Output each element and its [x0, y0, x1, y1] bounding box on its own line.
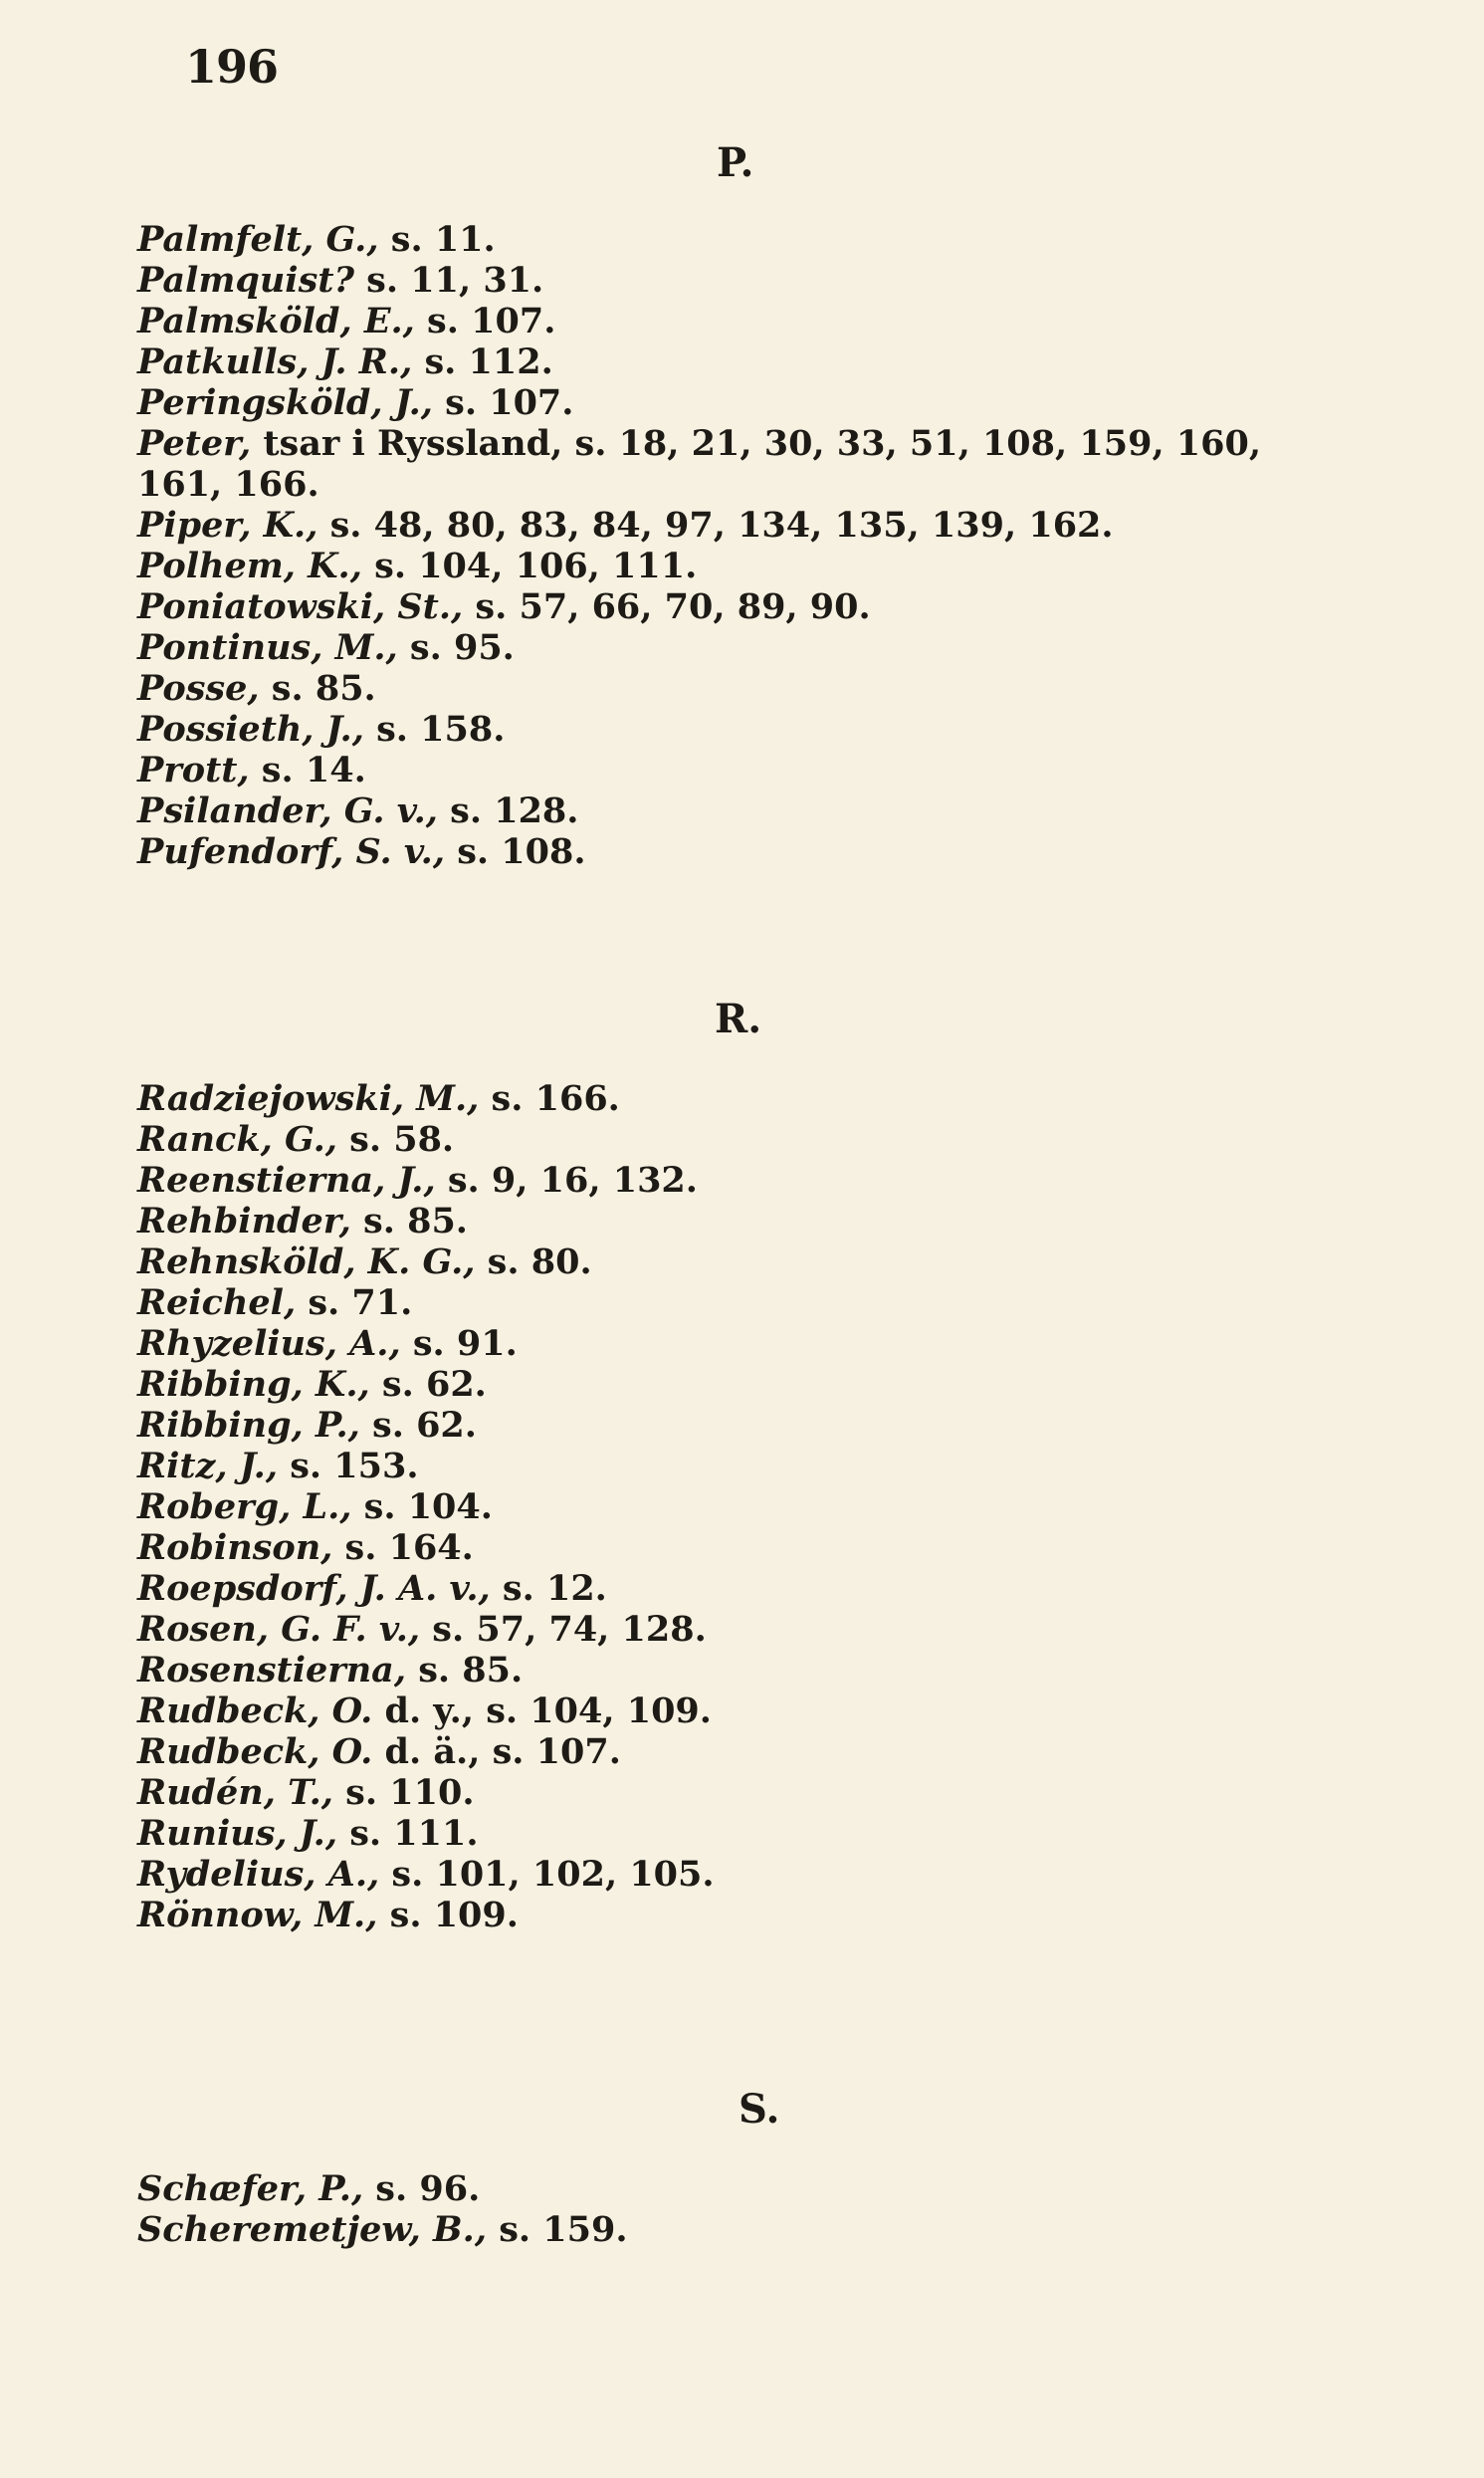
index-entry: Rydelius, A., s. 101, 102, 105. — [137, 1854, 715, 1895]
index-entry: Ritz, J., s. 153. — [137, 1446, 419, 1486]
index-entry: Psilander, G. v., s. 128. — [137, 790, 579, 831]
index-entry: Rudbeck, O. d. y., s. 104, 109. — [137, 1690, 712, 1731]
page-number: 196 — [185, 40, 279, 94]
index-entry: Robinson, s. 164. — [137, 1527, 474, 1568]
index-entry: Piper, K., s. 48, 80, 83, 84, 97, 134, 135, 139, 162. — [137, 505, 1114, 546]
index-entry: Peringsköld, J., s. 107. — [137, 382, 574, 423]
index-entry: Palmfelt, G., s. 11. — [137, 219, 496, 260]
index-entry: Pufendorf, S. v., s. 108. — [137, 831, 586, 872]
index-entry: Runius, J., s. 111. — [137, 1813, 479, 1854]
section-letter-s: S. — [739, 2086, 780, 2133]
index-entry: Schæfer, P., s. 96. — [137, 2168, 481, 2209]
index-entry-continuation: 161, 166. — [137, 464, 319, 505]
index-entry: Rosenstierna, s. 85. — [137, 1650, 524, 1690]
index-entry: Possieth, J., s. 158. — [137, 709, 506, 750]
section-s-entries — [137, 2168, 628, 2250]
index-entry: Rönnow, M., s. 109. — [137, 1895, 519, 1935]
index-entry: Reenstierna, J., s. 9, 16, 132. — [137, 1160, 698, 1201]
index-entry: Rehbinder, s. 85. — [137, 1201, 468, 1241]
index-entry: Prott, s. 14. — [137, 750, 366, 790]
section-p-entries — [137, 219, 1261, 872]
index-entry: Rehnsköld, K. G., s. 80. — [137, 1241, 592, 1282]
index-entry: Palmsköld, E., s. 107. — [137, 301, 556, 341]
index-entry: Posse, s. 85. — [137, 668, 376, 709]
index-entry: Roepsdorf, J. A. v., s. 12. — [137, 1568, 607, 1609]
index-entry: Palmquist? s. 11, 31. — [137, 260, 544, 301]
index-entry: Reichel, s. 71. — [137, 1282, 413, 1323]
index-entry: Poniatowski, St., s. 57, 66, 70, 89, 90. — [137, 586, 871, 627]
index-entry: Rhyzelius, A., s. 91. — [137, 1323, 518, 1364]
index-entry: Rudbeck, O. d. ä., s. 107. — [137, 1731, 621, 1772]
index-entry: Scheremetjew, B., s. 159. — [137, 2209, 628, 2250]
index-entry: Pontinus, M., s. 95. — [137, 627, 515, 668]
section-letter-p: P. — [717, 139, 754, 186]
index-entry: Ribbing, P., s. 62. — [137, 1405, 477, 1446]
index-entry: Ribbing, K., s. 62. — [137, 1364, 487, 1405]
section-r-entries — [137, 1078, 715, 1935]
index-entry: Rosen, G. F. v., s. 57, 74, 128. — [137, 1609, 707, 1650]
index-entry: Patkulls, J. R., s. 112. — [137, 341, 553, 382]
index-entry: Polhem, K., s. 104, 106, 111. — [137, 546, 698, 586]
index-entry: Ranck, G., s. 58. — [137, 1119, 455, 1160]
index-entry: Roberg, L., s. 104. — [137, 1486, 493, 1527]
index-entry: Peter, tsar i Ryssland, s. 18, 21, 30, 33, 51, 108, 159, 160, — [137, 423, 1262, 464]
index-entry: Radziejowski, M., s. 166. — [137, 1078, 620, 1119]
index-entry: Rudén, T., s. 110. — [137, 1772, 475, 1813]
section-letter-r: R. — [715, 996, 762, 1042]
